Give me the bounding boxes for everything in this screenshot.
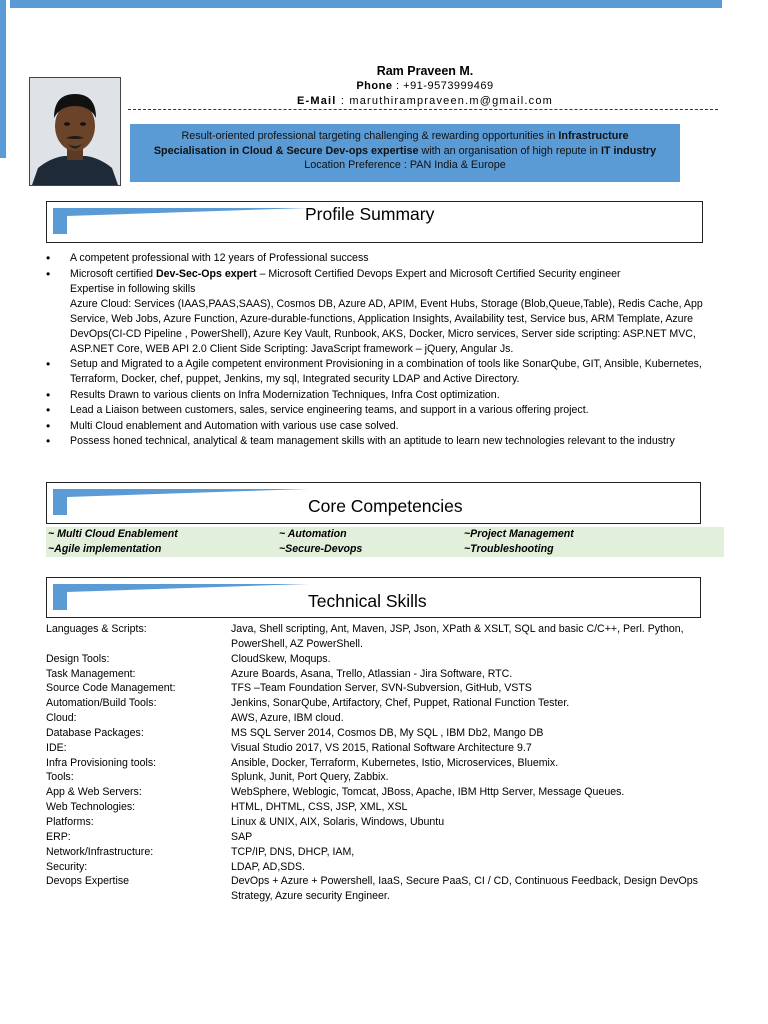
objective-location-cut: Location Preference : PAN India & Europe <box>304 159 506 171</box>
list-item: • Microsoft certified Dev-Sec-Ops expert – Microsoft Certified Devops Expert and Microsoft Certified Security engineer Expertise in following skills Azure Cloud: Services (IAAS,PAAS,SAAS), Cosmos DB, Azure AD, APIM, Event Hubs, Storage (Blob,Queue,Table), Redis Cache, App Service, Web Jobs, Azure Function, Azure-durable-functions, Application Insights, Availability test, Service bus, ARM Template, Azure DevOps(CI-CD Pipeline , PowerShell), Azure Key Vault, Runbook, AKS, Docker, Micro services, Server side scripting: ASP.NET MVC, ASP.NET Core, WEB API 2.0 Client Side Scripting: JavaScript framework – jQuery, Angular Js. <box>46 267 726 357</box>
skill-value: Linux & UNIX, AIX, Solaris, Windows, Ubuntu <box>231 815 445 828</box>
candidate-name: Ram Praveen M. <box>376 64 474 78</box>
objective-box <box>130 124 680 182</box>
list-item: • A competent professional with 12 years of Professional success <box>46 251 726 266</box>
skill-value: TCP/IP, DNS, DHCP, IAM, <box>231 845 355 858</box>
skill-row <box>46 696 726 711</box>
skill-category: Design Tools: <box>46 652 110 665</box>
skill-value: Azure Boards, Asana, Trello, Atlassian - Jira Software, RTC. <box>231 667 513 680</box>
section-title: Technical Skills <box>308 591 427 611</box>
skill-category: Automation/Build Tools: <box>46 697 157 710</box>
skill-row <box>46 860 726 875</box>
section-title: Core Competencies <box>308 496 463 516</box>
list-item: • Setup and Migrated to a Agile competent environment Provisioning in a combination of tools like SonarQube, GIT, Ansible, Kubernetes, Terraform, Docker, chef, puppet, Jenkins, my sql, Integrated security LDAP and Active Directory. <box>46 357 726 387</box>
skill-category: Tools: <box>46 771 74 784</box>
skill-row <box>46 815 726 830</box>
skill-value: MS SQL Server 2014, Cosmos DB, My SQL , IBM Db2, Mango DB <box>231 726 544 739</box>
skill-row <box>46 874 726 904</box>
skill-value: DevOps + Azure + Powershell, IaaS, Secure PaaS, CI / CD, Continuous Feedback, Design DevOps Strategy, Azure security Engineer. <box>231 875 698 903</box>
competency-item: ~Troubleshooting <box>464 543 554 555</box>
list-item: • Results Drawn to various clients on Infra Modernization Techniques, Infra Cost optimization. <box>46 388 726 403</box>
skill-row <box>46 800 726 815</box>
section-title: Profile Summary <box>305 204 435 224</box>
skill-row <box>46 726 726 741</box>
skill-category: Infra Provisioning tools: <box>46 756 157 769</box>
phone-label: Phone <box>356 80 393 92</box>
competency-item: ~ Multi Cloud Enablement <box>48 528 178 540</box>
competency-item: ~Secure-Devops <box>279 543 363 555</box>
phone-line <box>300 80 550 92</box>
skill-category: IDE: <box>46 741 67 754</box>
phone-value: : +91-9573999469 <box>396 80 494 92</box>
competency-item: ~Agile implementation <box>48 543 162 555</box>
competency-item: ~Project Management <box>464 528 574 540</box>
skill-row <box>46 681 726 696</box>
skill-value: Jenkins, SonarQube, Artifactory, Chef, Puppet, Rational Function Tester. <box>231 697 570 710</box>
skill-category: Languages & Scripts: <box>46 623 147 635</box>
skill-category: Network/Infrastructure: <box>46 845 154 858</box>
objective-text: Result-oriented professional targeting challenging & rewarding opportunities in Infrastructure Specialisation in Cloud & Secure Dev-ops expertise with an organisation of high repute in IT industry <box>153 130 657 157</box>
skill-category: Platforms: <box>46 815 94 828</box>
list-item: • Possess honed technical, analytical & team management skills with an aptitude to learn new technologies relevant to the industry <box>46 434 726 449</box>
skill-row <box>46 652 726 667</box>
skill-value: CloudSkew, Moqups. <box>231 652 331 665</box>
profile-photo <box>29 77 121 186</box>
skill-row <box>46 785 726 800</box>
skill-row <box>46 830 726 845</box>
skill-value: SAP <box>231 830 253 843</box>
skill-row <box>46 741 726 756</box>
section-banner-graphic <box>53 489 308 515</box>
skill-value: AWS, Azure, IBM cloud. <box>231 712 344 725</box>
skill-category: Web Technologies: <box>46 801 136 814</box>
skill-row <box>46 711 726 726</box>
list-item: • Multi Cloud enablement and Automation with various use case solved. <box>46 419 726 434</box>
section-banner-graphic <box>53 584 308 610</box>
skill-value: Java, Shell scripting, Ant, Maven, JSP, Json, XPath & XSLT, SQL and basic C/C++, Perl. Python, PowerShell, AZ PowerShell. <box>231 623 684 650</box>
skill-value: Ansible, Docker, Terraform, Kubernetes, Istio, Microservices, Bluemix. <box>231 756 559 769</box>
skill-row <box>46 756 726 771</box>
core-competencies-header <box>46 482 701 524</box>
skill-category: Source Code Management: <box>46 682 176 695</box>
skills-table <box>46 622 726 904</box>
profile-summary-header <box>46 201 703 243</box>
skill-value: LDAP, AD,SDS. <box>231 860 305 873</box>
skill-category: Database Packages: <box>46 726 144 739</box>
skill-category: ERP: <box>46 830 71 843</box>
section-banner-graphic <box>53 208 308 234</box>
email-line <box>250 95 600 107</box>
skill-category: Security: <box>46 860 88 873</box>
list-item: • Lead a Liaison between customers, sales, service engineering teams, and support in a various offering project. <box>46 403 726 418</box>
header-divider <box>128 109 718 110</box>
competencies-grid <box>46 527 724 557</box>
summary-list <box>46 251 726 450</box>
skill-category: Task Management: <box>46 667 136 680</box>
email-label: E-Mail <box>296 95 337 107</box>
skill-value: HTML, DHTML, CSS, JSP, XML, XSL <box>231 801 408 814</box>
skill-category: App & Web Servers: <box>46 786 142 799</box>
skill-category: Cloud: <box>46 712 77 725</box>
competency-item: ~ Automation <box>279 528 347 540</box>
skill-value: TFS –Team Foundation Server, SVN-Subversion, GitHub, VSTS <box>231 682 532 695</box>
skill-value: Visual Studio 2017, VS 2015, Rational Software Architecture 9.7 <box>231 741 532 754</box>
skill-row <box>46 770 726 785</box>
skill-row <box>46 622 726 652</box>
email-value: : maruthirampraveen.m@gmail.com <box>340 95 554 107</box>
left-accent-bar <box>0 0 6 158</box>
skill-row <box>46 667 726 682</box>
technical-skills-header <box>46 577 701 618</box>
skill-category: Devops Expertise <box>46 875 130 888</box>
top-accent-bar <box>10 0 722 8</box>
skill-row <box>46 845 726 860</box>
skill-value: Splunk, Junit, Port Query, Zabbix. <box>231 771 389 784</box>
skill-value: WebSphere, Weblogic, Tomcat, JBoss, Apache, IBM Http Server, Message Queues. <box>231 786 625 799</box>
